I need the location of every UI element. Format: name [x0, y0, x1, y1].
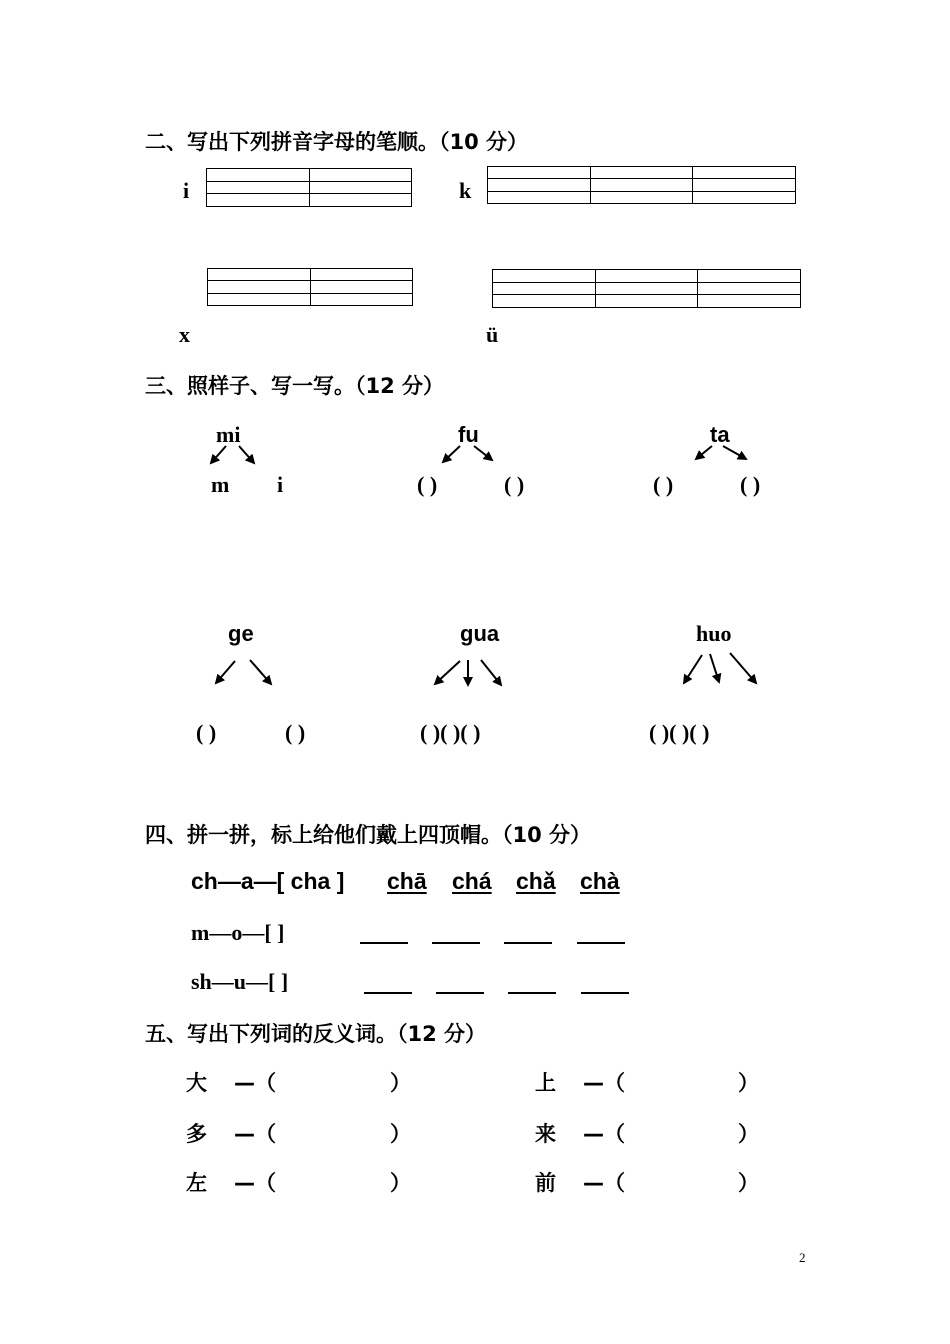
arrow-left-gua [435, 661, 460, 684]
page-number: 2 [799, 1250, 806, 1265]
syllable-gua: gua [460, 621, 500, 646]
word-shang: 上 [535, 1071, 556, 1095]
blank-mo-3[interactable] [504, 942, 552, 944]
close-qian[interactable]: ） [738, 1171, 759, 1195]
answer-cha-4: chà [580, 868, 620, 894]
section2-title: 二、写出下列拼音字母的笔顺。（10 分） [145, 130, 529, 154]
blank-ge-1[interactable]: ( ) [196, 720, 217, 745]
answer-cha-1: chā [387, 868, 427, 894]
letter-x-label: x [179, 322, 190, 347]
syllable-ta: ta [710, 422, 730, 447]
open-duo: —（ [234, 1122, 276, 1146]
formula-shu: sh—u—[ ] [191, 969, 289, 994]
arrow-right-ge [250, 660, 271, 684]
answer-cha-3: chǎ [516, 868, 556, 894]
arrow-left-mi [211, 446, 226, 463]
arrow-right-mi [239, 446, 254, 463]
syllable-mi: mi [216, 422, 241, 447]
arrow-mid-huo [710, 654, 719, 682]
blank-fu-2[interactable]: ( ) [504, 472, 525, 497]
arrow-left-huo [684, 655, 702, 683]
word-zuo: 左 [186, 1171, 207, 1195]
open-qian: —（ [583, 1171, 625, 1195]
blank-shu-4[interactable] [581, 992, 629, 994]
blanks-huo[interactable]: ( )( )( ) [649, 720, 710, 745]
letter-i-label: i [183, 178, 190, 203]
blank-mo-2[interactable] [432, 942, 480, 944]
open-zuo: —（ [234, 1171, 276, 1195]
section4-title: 四、拼一拼，标上给他们戴上四顶帽。（10 分） [145, 823, 592, 847]
formula-cha: ch—a—[ cha ] [191, 868, 345, 894]
part-i: i [277, 472, 284, 497]
letter-k-label: k [459, 178, 472, 203]
syllable-huo: huo [696, 621, 732, 646]
close-da[interactable]: ） [390, 1071, 411, 1095]
blank-shu-3[interactable] [508, 992, 556, 994]
answer-cha-2: chá [452, 868, 492, 894]
section3-title: 三、照样子、写一写。（12 分） [145, 374, 445, 398]
close-lai[interactable]: ） [738, 1122, 759, 1146]
syllable-fu: fu [458, 422, 479, 447]
syllable-ge: ge [228, 621, 254, 646]
blank-ta-2[interactable]: ( ) [740, 472, 761, 497]
arrow-left-ge [216, 661, 235, 683]
word-qian: 前 [535, 1171, 556, 1195]
blank-fu-1[interactable]: ( ) [417, 472, 438, 497]
blank-ge-2[interactable]: ( ) [285, 720, 306, 745]
open-lai: —（ [583, 1122, 625, 1146]
word-da: 大 [186, 1071, 207, 1095]
section5-title: 五、写出下列词的反义词。（12 分） [145, 1022, 487, 1046]
letter-u-umlaut-label: ü [486, 322, 499, 347]
close-shang[interactable]: ） [738, 1071, 759, 1095]
arrow-right-fu [474, 446, 492, 460]
blank-ta-1[interactable]: ( ) [653, 472, 674, 497]
blanks-gua[interactable]: ( )( )( ) [420, 720, 481, 745]
blank-shu-2[interactable] [436, 992, 484, 994]
blank-mo-4[interactable] [577, 942, 625, 944]
arrow-left-fu [443, 446, 460, 462]
formula-mo: m—o—[ ] [191, 920, 285, 945]
open-shang: —（ [583, 1071, 625, 1095]
word-lai: 来 [535, 1122, 556, 1146]
arrow-right-huo [730, 653, 756, 683]
arrow-right-gua [481, 660, 501, 685]
part-m: m [211, 472, 230, 497]
close-zuo[interactable]: ） [390, 1171, 411, 1195]
blank-mo-1[interactable] [360, 942, 408, 944]
blank-shu-1[interactable] [364, 992, 412, 994]
word-duo: 多 [186, 1122, 207, 1146]
open-da: —（ [234, 1071, 276, 1095]
close-duo[interactable]: ） [390, 1122, 411, 1146]
